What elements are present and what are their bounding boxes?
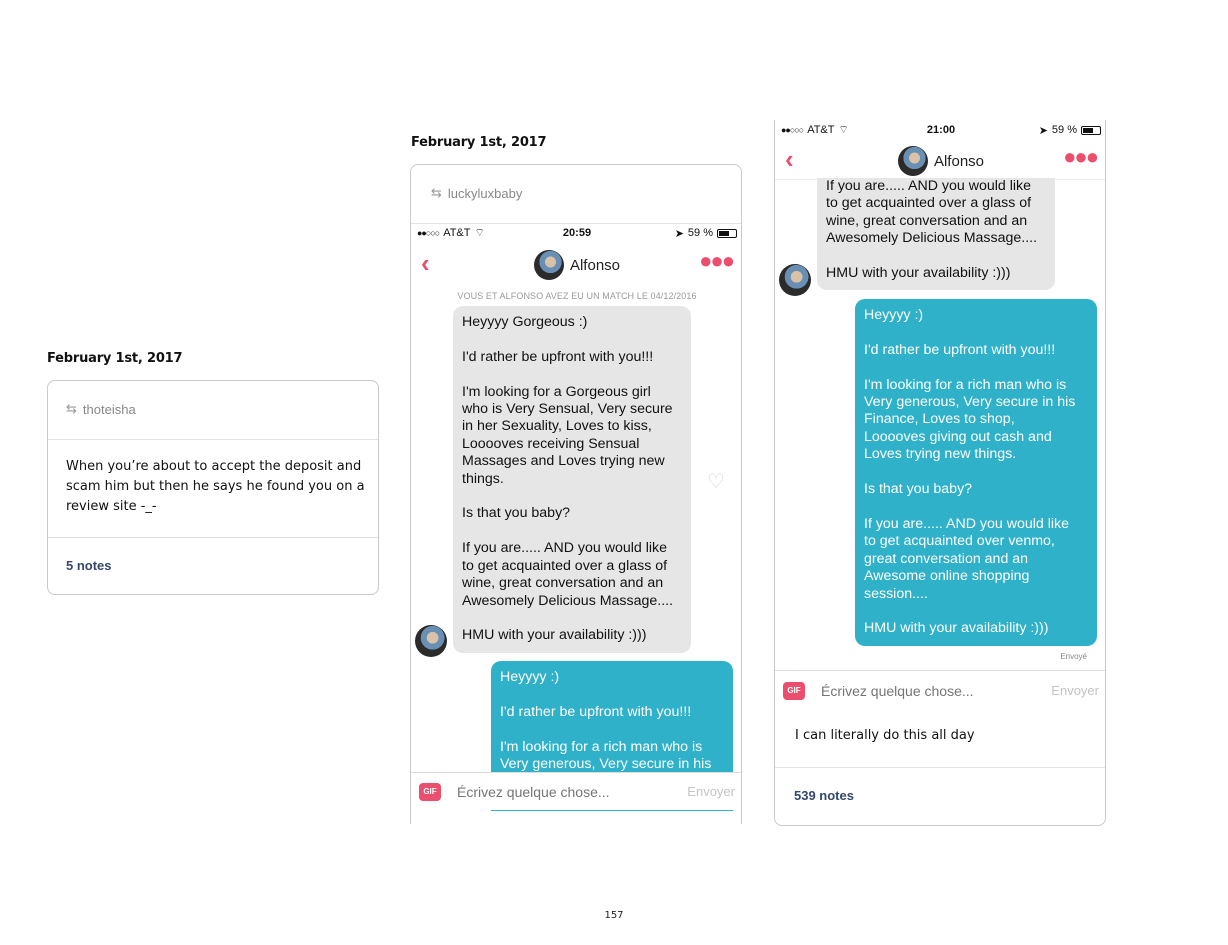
reblog-icon: ⇆ — [66, 401, 77, 416]
status-right — [1039, 124, 1101, 137]
post2-date: February 1st, 2017 — [411, 135, 547, 150]
status-bar — [775, 121, 1106, 139]
contact-header[interactable] — [411, 250, 742, 280]
post1-notes[interactable]: 5 notes — [66, 558, 112, 573]
sent-status: Envoyé — [1060, 652, 1087, 661]
message-composer — [775, 670, 1106, 710]
message-input[interactable] — [457, 784, 637, 800]
avatar[interactable] — [534, 250, 564, 280]
signal-icon: ●●○○○ — [417, 228, 440, 238]
location-icon: ➤ — [674, 227, 684, 240]
post1-reblog-header[interactable] — [66, 401, 136, 417]
post1-reblog-user[interactable]: thoteisha — [82, 401, 136, 417]
divider — [48, 537, 378, 538]
match-banner: VOUS ET ALFONSO AVEZ EU UN MATCH LE 04/12/2016 — [457, 291, 697, 301]
post3-screenshot — [775, 120, 1106, 710]
post1-date: February 1st, 2017 — [47, 351, 183, 366]
contact-header[interactable] — [775, 146, 1106, 176]
heart-icon[interactable]: ♡ — [707, 471, 725, 493]
battery-icon — [1081, 126, 1101, 135]
post3-caption: I can literally do this all day — [795, 728, 975, 743]
incoming-message: Heyyyy Gorgeous :) I'd rather be upfront with you!!! I'm looking for a Gorgeous girl who is Very Sensual, Very secure in her Sexuality, Loves to kiss, Looooves receiving Sensual Massages and Loves trying new things. Is that you baby? If you are..... AND you would like to get acquainted over a glass of wine, great conversation and an Awesomely Delicious Massage.... HMU with your availability :))) — [453, 306, 691, 653]
status-time: 20:59 — [562, 227, 592, 239]
message-composer — [411, 772, 742, 810]
location-icon: ➤ — [1038, 124, 1048, 137]
back-chevron-icon[interactable]: ‹ — [421, 248, 430, 278]
post2-reblog-header[interactable] — [431, 185, 522, 201]
sender-avatar[interactable] — [779, 264, 811, 296]
contact-name[interactable]: Alfonso — [569, 256, 621, 274]
message-input[interactable] — [821, 683, 1001, 699]
back-chevron-icon[interactable]: ‹ — [785, 144, 794, 174]
post2-reblog-user[interactable]: luckyluxbaby — [447, 185, 523, 201]
chat-header — [775, 142, 1106, 180]
send-button[interactable]: Envoyer — [1051, 683, 1099, 698]
chat-header — [411, 246, 742, 284]
outgoing-message: Heyyyy :) I'd rather be upfront with you!!! I'm looking for a rich man who is Very generous, Very secure in his — [491, 661, 733, 811]
more-options-icon[interactable]: ●●● — [1063, 144, 1097, 169]
incoming-message: If you are..... AND you would like to get acquainted over a glass of wine, great conversation and an Awesomely Delicious Massage.... HMU with your availability :))) — [817, 178, 1055, 290]
post3-notes[interactable]: 539 notes — [794, 788, 854, 803]
sender-avatar[interactable] — [415, 625, 447, 657]
post1-text: When you’re about to accept the deposit and scam him but then he says he found you on a review site -_- — [66, 459, 365, 514]
battery-icon — [717, 229, 737, 238]
signal-icon: ●●○○○ — [781, 125, 804, 135]
gif-button[interactable]: GIF — [419, 783, 441, 801]
wifi-icon: ⌔ — [474, 227, 485, 239]
battery-percent: 59 % — [1051, 124, 1077, 136]
avatar[interactable] — [898, 146, 928, 176]
status-time: 21:00 — [926, 124, 956, 136]
wifi-icon: ⌔ — [838, 124, 849, 136]
status-right — [675, 227, 737, 240]
page-number: 157 — [604, 910, 624, 921]
gif-button[interactable]: GIF — [783, 682, 805, 700]
reblog-icon: ⇆ — [431, 185, 442, 200]
status-bar — [411, 224, 742, 242]
post1-card — [47, 380, 379, 595]
contact-name[interactable]: Alfonso — [933, 152, 985, 170]
carrier: AT&T — [443, 227, 471, 239]
more-options-icon[interactable]: ●●● — [699, 248, 733, 273]
post2-screenshot — [411, 224, 742, 811]
send-button[interactable]: Envoyer — [687, 784, 735, 799]
outgoing-message: Heyyyy :) I'd rather be upfront with you!!! I'm looking for a rich man who is Very generous, Very secure in his Finance, Loves to shop, Looooves giving out cash and Loves trying new things. Is that you baby? If you are..... AND you would like to get acquainted over venmo, great conversation and an Awesome online shopping session.... HMU with your availability :))) — [855, 299, 1097, 646]
divider — [48, 439, 378, 440]
divider — [775, 767, 1105, 768]
carrier: AT&T — [807, 124, 835, 136]
battery-percent: 59 % — [687, 227, 713, 239]
post3-card — [774, 120, 1106, 826]
post2-card — [410, 164, 742, 824]
